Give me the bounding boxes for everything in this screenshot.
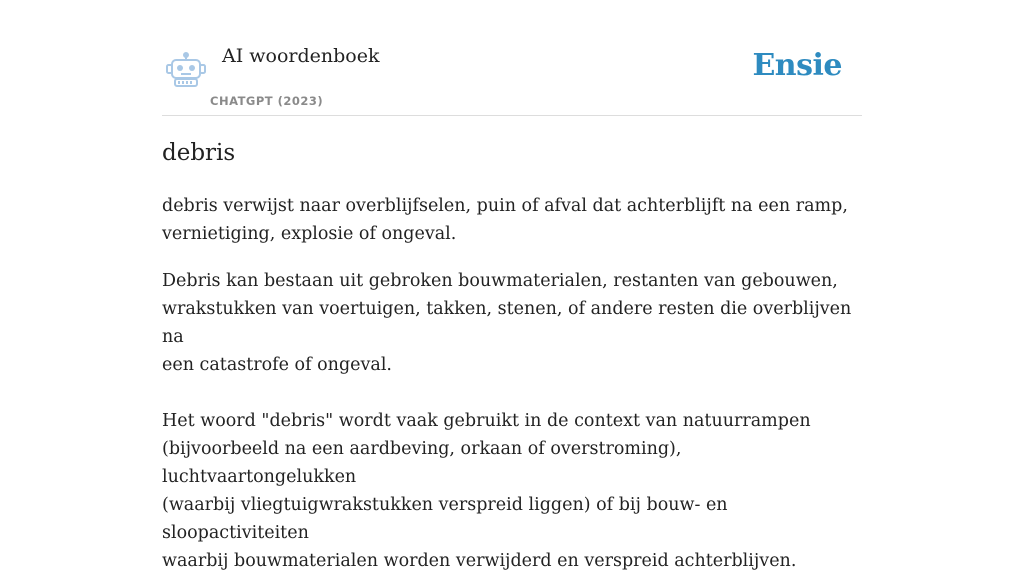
entry-header (162, 0, 862, 116)
entry-container (162, 0, 862, 571)
entry-body: Debris kan bestaan uit gebroken bouwmaterialen, restanten van gebouwen, wrakstukken van voertuigen, takken, stenen, of andere resten die overblijven na een catastrofe of ongeval. Het woord "debris" wordt vaak gebruikt in de context van natuurrampen (bijvoorbeeld na een aardbeving, orkaan of overstroming), luchtvaartongelukken (waarbij vliegtuigwrakstukken verspreid liggen) of bij bouw- en sloopactiviteiten waarbij bouwmaterialen worden verwijderd en verspreid achterblijven. (162, 271, 852, 571)
ensie-logo[interactable]: Ensie (752, 48, 842, 83)
entry-definition: debris verwijst naar overblijfselen, puin of afval dat achterblijft na een ramp, vernietiging, explosie of ongeval. (162, 196, 848, 244)
source-title[interactable]: AI woordenboek (222, 45, 380, 67)
robot-icon (166, 52, 206, 88)
entry-word: debris (162, 140, 236, 166)
source-subtitle: CHATGPT (2023) (210, 94, 324, 108)
